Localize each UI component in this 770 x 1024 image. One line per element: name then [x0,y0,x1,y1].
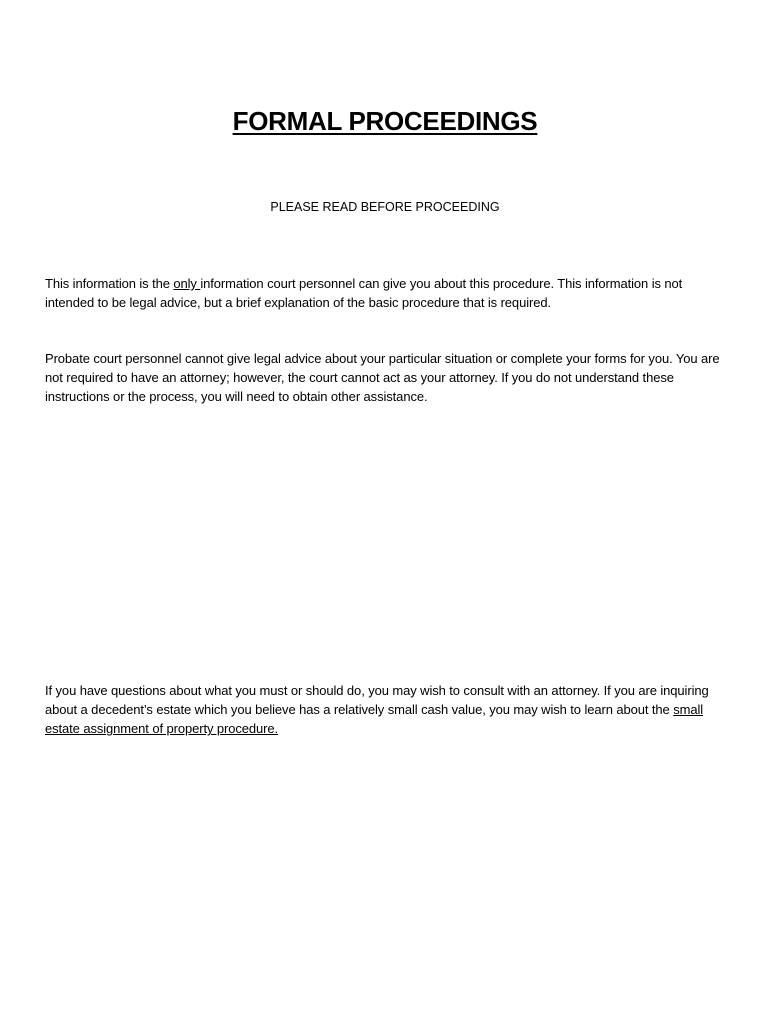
info-paragraph-lead: This information is the [45,276,174,291]
info-paragraph-rest: information court personnel can give you about this procedure. This information is not intended to be legal advice, but a brief explanation of the basic procedure that is required. [45,276,683,311]
info-paragraph-emphasis: only [173,276,201,291]
page-subtitle: PLEASE READ BEFORE PROCEEDING [270,200,500,214]
info-paragraph [45,274,725,312]
page-title: FORMAL PROCEEDINGS [232,106,538,136]
small-estate-procedure-reference: small estate assignment of property procedure. [45,702,704,737]
attorney-paragraph [45,681,725,739]
legal-advice-paragraph: Probate court personnel cannot give legal advice about your particular situation or complete your forms for you. You are not required to have an attorney; however, the court cannot act as your attorney. If you do not understand these instructions or the process, you will need to obtain other assistance. [45,351,720,405]
attorney-paragraph-text: If you have questions about what you must or should do, you may wish to consult with an attorney. If you are inquiring about a decedent’s estate which you believe has a relatively small cash value, you may wish to learn about the [45,683,709,718]
